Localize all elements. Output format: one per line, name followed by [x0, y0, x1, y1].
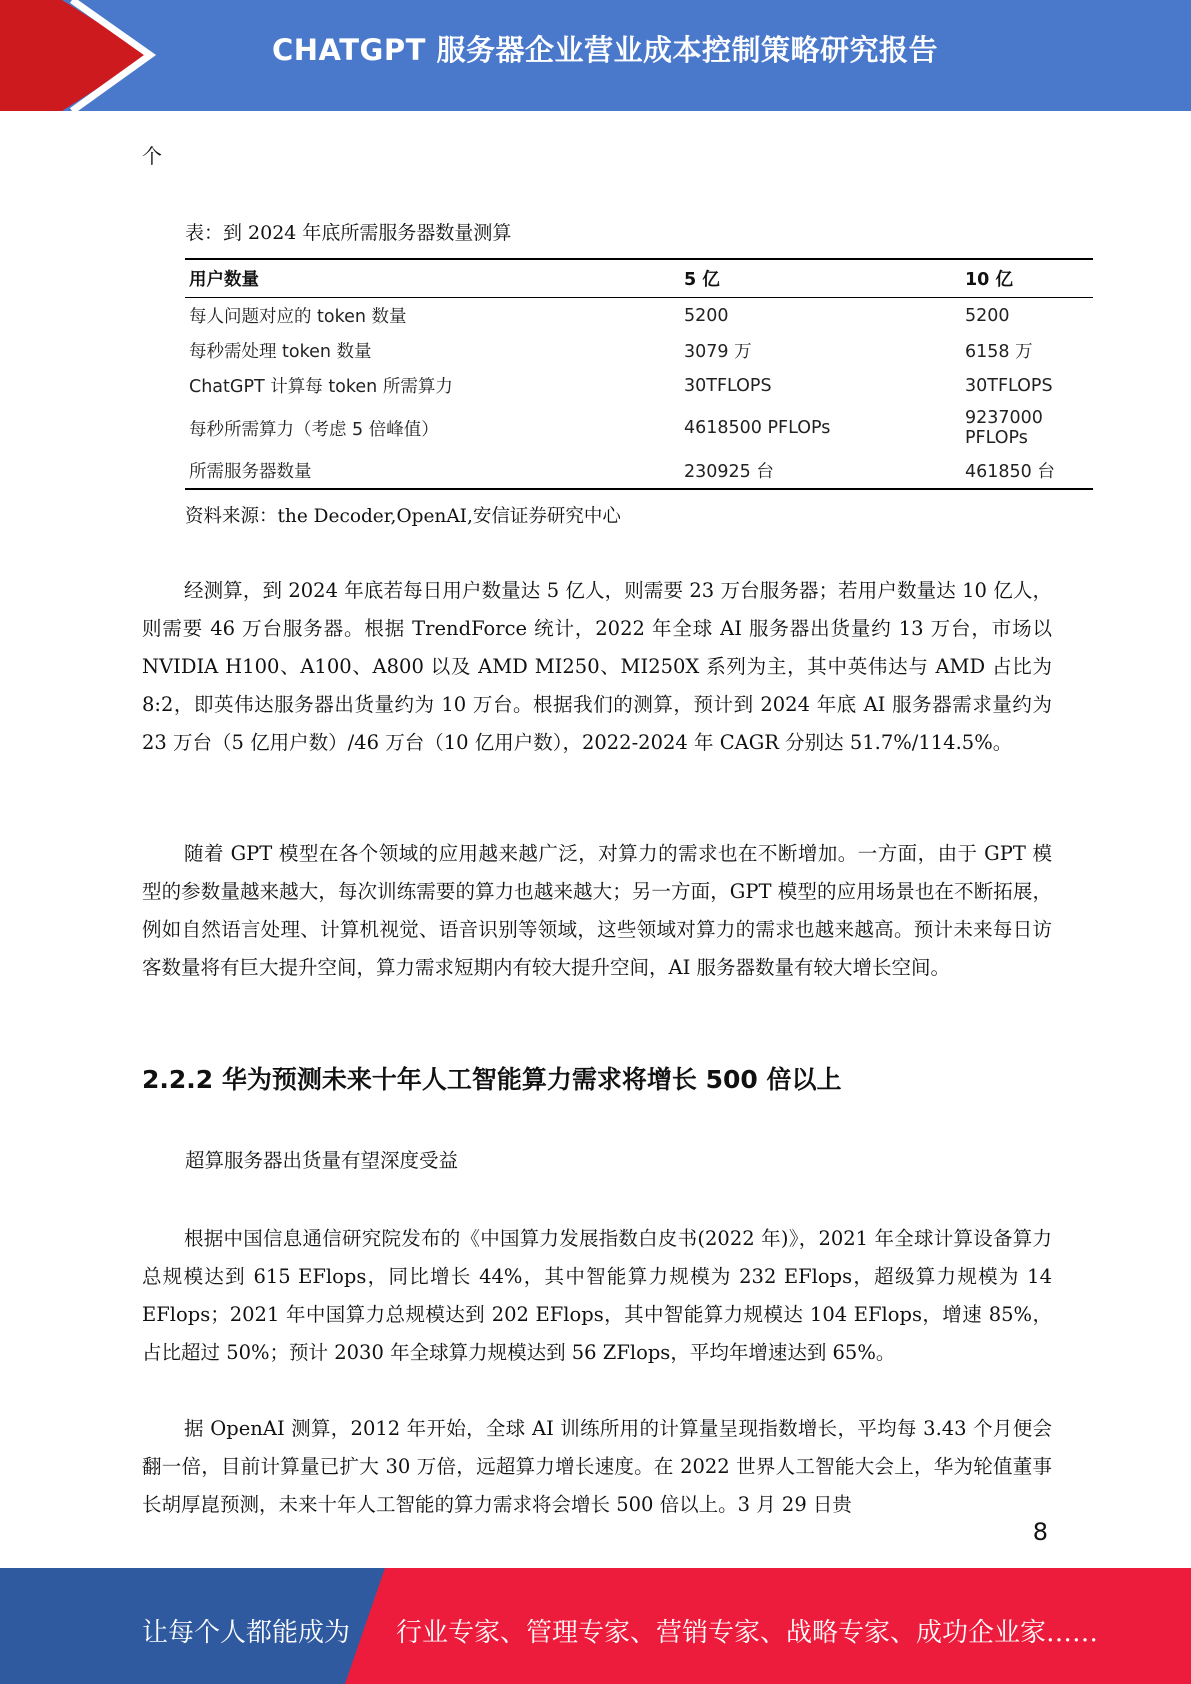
table-cell: 461850 台	[965, 462, 1055, 482]
table-header-cell: 用户数量	[189, 270, 259, 290]
page-header	[0, 0, 1191, 111]
section-heading: 2.2.2 华为预测未来十年人工智能算力需求将增长 500 倍以上	[142, 1065, 842, 1094]
table-source: 资料来源：the Decoder,OpenAI,安信证券研究中心	[185, 506, 621, 527]
body-paragraph: 根据中国信息通信研究院发布的《中国算力发展指数白皮书(2022 年)》，2021 年全球计算设备算力总规模达到 615 EFlops，同比增长 44%，其中智能算力规模为 232 EFlops，超级算力规模为 14 EFlops；2021 年中国算力总规模达到 202 EFlops，其中智能算力规模达 104 EFlops，增速 85%，占比超过 50%；预计 2030 年全球算力规模达到 56 ZFlops，平均年增速达到 65%。	[142, 1227, 1052, 1364]
table-cell: 4618500 PFLOPs	[684, 418, 831, 438]
table-cell: 9237000 PFLOPs	[965, 408, 1043, 448]
table-cell: 230925 台	[684, 462, 774, 482]
header-arrow-decoration	[0, 0, 160, 111]
table-row	[185, 368, 1093, 403]
table-cell: 每秒所需算力（考虑 5 倍峰值）	[189, 419, 439, 440]
table-cell: 30TFLOPS	[965, 375, 1053, 396]
table-cell: 所需服务器数量	[189, 462, 312, 482]
table-caption: 表：到 2024 年底所需服务器数量测算	[185, 222, 512, 244]
table-row	[185, 403, 1093, 453]
body-paragraph: 据 OpenAI 测算，2012 年开始，全球 AI 训练所用的计算量呈现指数增长，平均每 3.43 个月便会翻一倍，目前计算量已扩大 30 万倍，远超算力增长速度。在 2022 世界人工智能大会上，华为轮值董事长胡厚崑预测，未来十年人工智能的算力需求将会增长 500 倍以上。3 月 29 日贵	[142, 1417, 1052, 1516]
table-cell: 每秒需处理 token 数量	[189, 342, 372, 362]
table-cell: 30TFLOPS	[684, 375, 772, 396]
table-row	[185, 333, 1093, 368]
table-row	[185, 298, 1093, 334]
table-cell: 每人问题对应的 token 数量	[189, 307, 407, 327]
table-cell: 6158 万	[965, 342, 1033, 362]
body-paragraph: 随着 GPT 模型在各个领域的应用越来越广泛，对算力的需求也在不断增加。一方面，由于 GPT 模型的参数量越来越大，每次训练需要的算力也越来越大；另一方面，GPT 模型的应用场景也在不断拓展，例如自然语言处理、计算机视觉、语音识别等领域，这些领域对算力的需求也越来越高。预计未来每日访客数量将有巨大提升空间，算力需求短期内有较大提升空间，AI 服务器数量有较大增长空间。	[142, 842, 1052, 979]
footer-slogan-left: 让每个人都能成为	[142, 1618, 351, 1648]
continued-text: 个	[142, 144, 162, 168]
table-header-cell: 10 亿	[965, 270, 1013, 290]
table-cell: 5200	[684, 305, 729, 326]
table-cell: 3079 万	[684, 342, 752, 362]
page-number: 8	[1032, 1518, 1048, 1546]
footer-slogan-right: 行业专家、管理专家、营销专家、战略专家、成功企业家……	[396, 1618, 1099, 1648]
section-subheading: 超算服务器出货量有望深度受益	[185, 1149, 459, 1172]
table-header-row	[185, 259, 1093, 298]
page-footer	[0, 1568, 1191, 1684]
table-header-cell: 5 亿	[684, 270, 720, 290]
body-paragraph: 经测算，到 2024 年底若每日用户数量达 5 亿人，则需要 23 万台服务器；若用户数量达 10 亿人，则需要 46 万台服务器。根据 TrendForce 统计，2022 年全球 AI 服务器出货量约 13 万台，市场以 NVIDIA H100、A100、A800 以及 AMD MI250、MI250X 系列为主，其中英伟达与 AMD 占比为 8:2，即英伟达服务器出货量约为 10 万台。根据我们的测算，预计到 2024 年底 AI 服务器需求量约为 23 万台（5 亿用户数）/46 万台（10 亿用户数），2022-2024 年 CAGR 分别达 51.7%/114.5%。	[142, 579, 1052, 754]
table-cell: ChatGPT 计算每 token 所需算力	[189, 377, 453, 397]
server-estimate-table	[185, 258, 1093, 490]
table-row	[185, 453, 1093, 489]
report-title: CHATGPT 服务器企业营业成本控制策略研究报告	[272, 33, 938, 67]
table-cell: 5200	[965, 305, 1010, 326]
